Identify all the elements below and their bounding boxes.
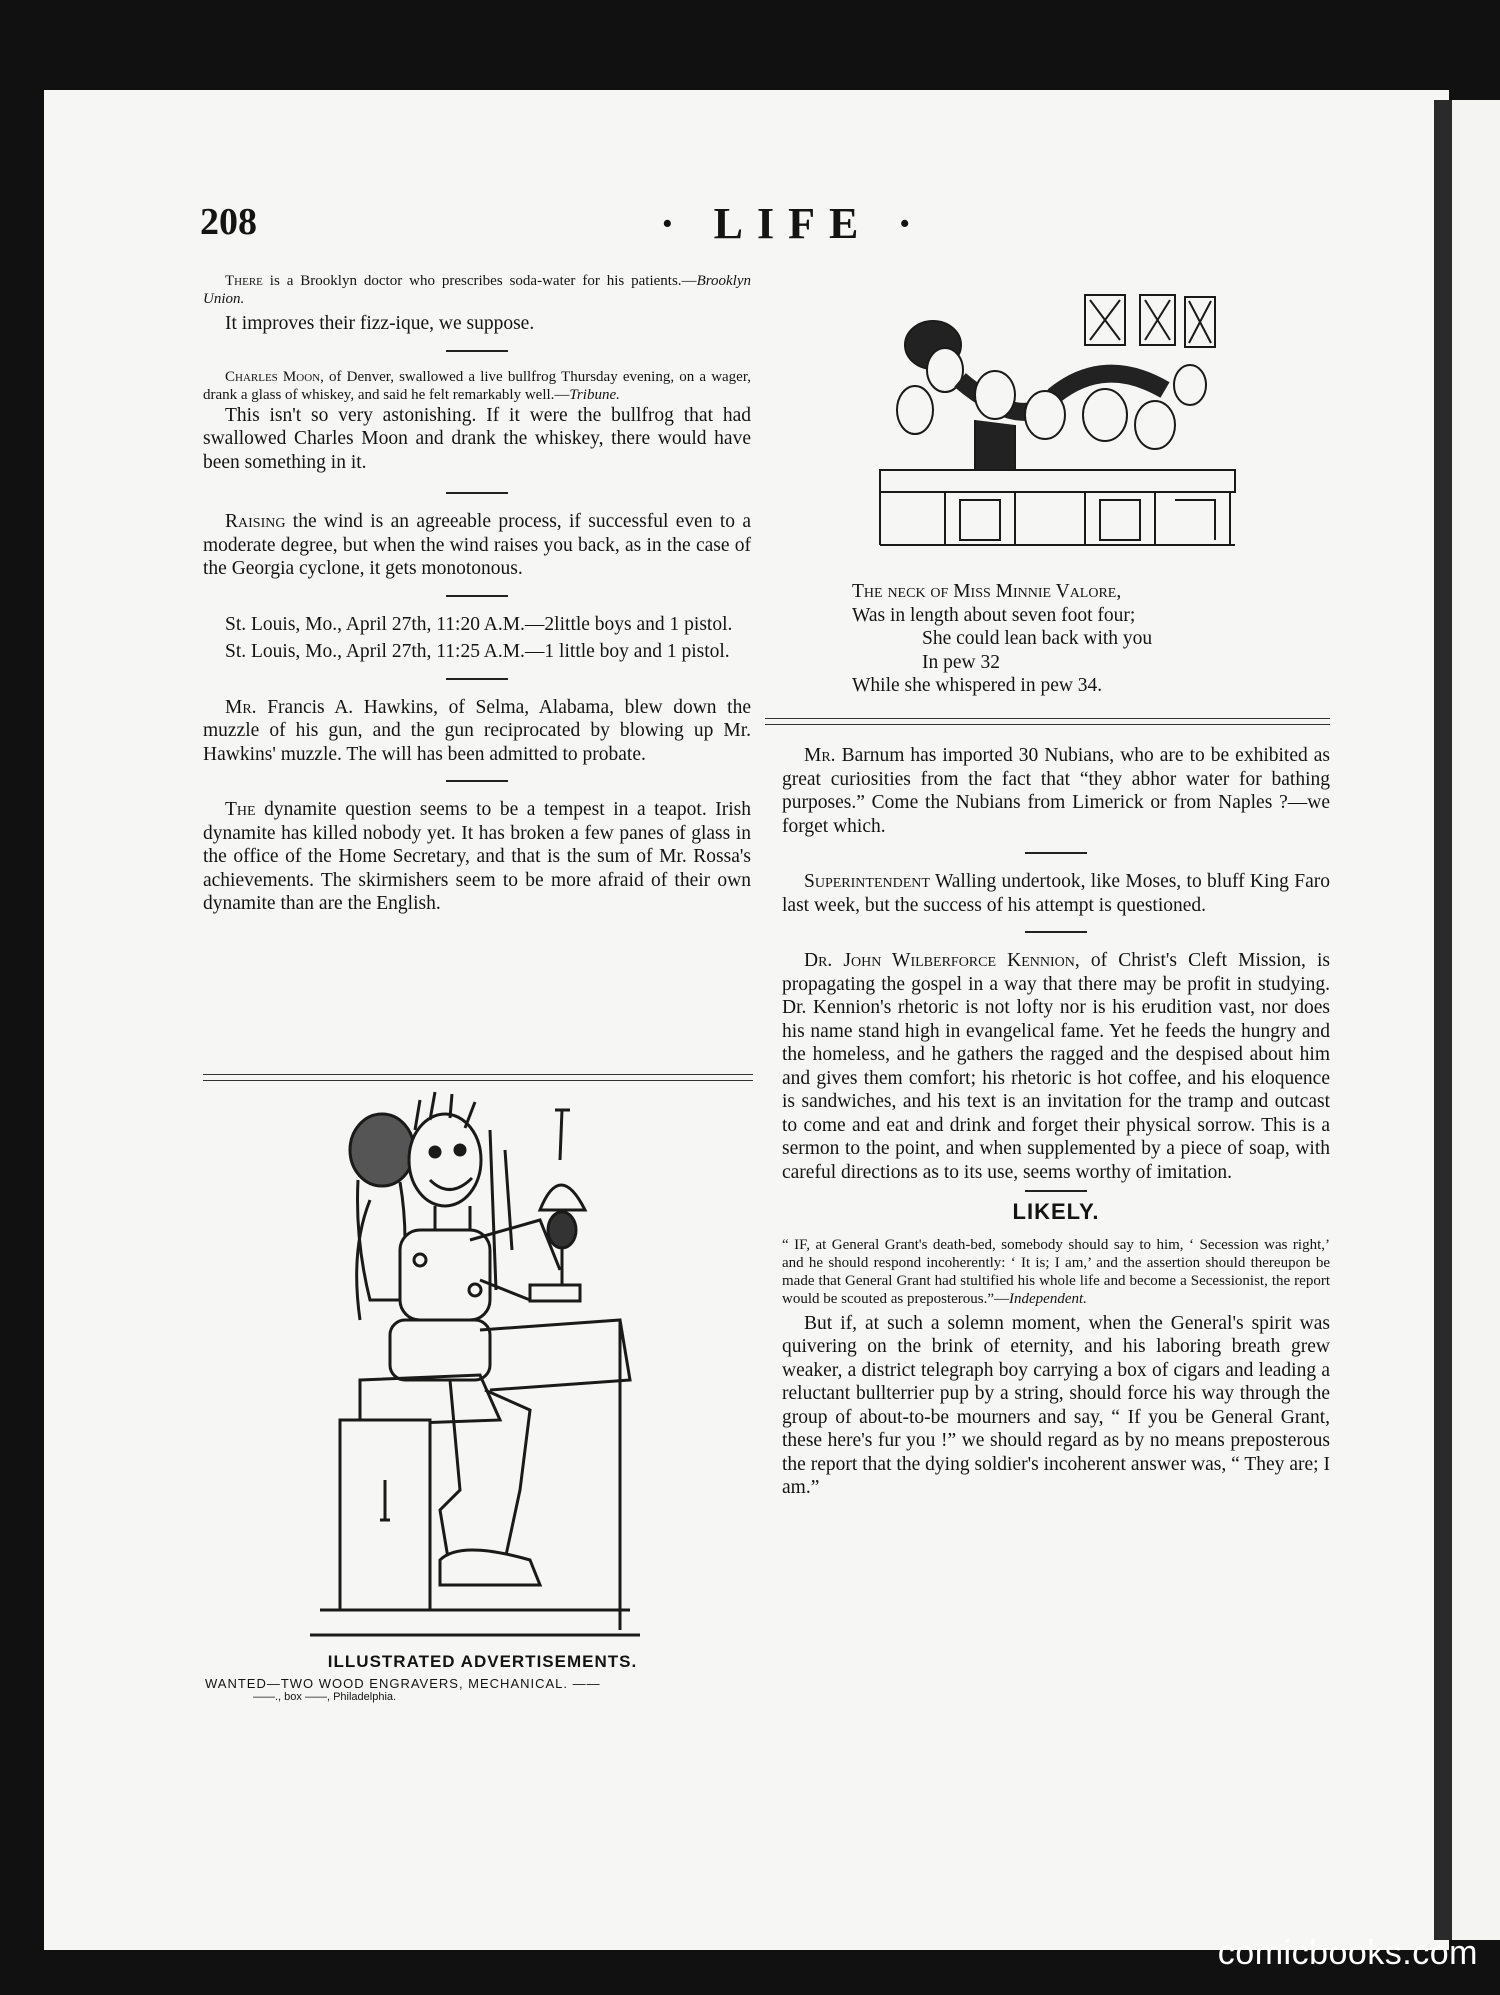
divider: [446, 350, 508, 352]
item-paragraph: Superintendent Walling undertook, like Moses, to bluff King Faro last week, but the success of his attempt is questioned.: [782, 871, 1330, 916]
facing-page-edge: [1452, 100, 1500, 1940]
section-double-rule: [765, 718, 1330, 725]
poem-line: The neck of Miss Minnie Valore,: [852, 581, 1122, 602]
marionette-illustration: [300, 1090, 650, 1640]
ad-line: WANTED—TWO WOOD ENGRAVERS, MECHANICAL. ——: [205, 1676, 601, 1691]
poem-line: Was in length about seven foot four;: [852, 604, 1136, 626]
poem-line: In pew 32: [922, 651, 1000, 673]
left-column: [203, 272, 751, 916]
binding-spine: [1434, 100, 1452, 1940]
ad-title: ILLUSTRATED ADVERTISEMENTS.: [327, 1652, 638, 1671]
divider: [1025, 931, 1087, 933]
section-heading-likely: LIKELY.: [1012, 1199, 1100, 1224]
divider: [446, 595, 508, 597]
divider: [446, 780, 508, 782]
divider: [446, 492, 508, 494]
item-quote: Charles Moon, of Denver, swallowed a live bullfrog Thursday evening, on a wager, drank a glass of whiskey, and said he felt remarkably well.—Tribune.: [203, 368, 751, 403]
theatre-pew-illustration: [875, 275, 1240, 560]
page-number: 208: [200, 201, 257, 243]
poem: [852, 580, 1152, 698]
item-paragraph: Mr. Francis A. Hawkins, of Selma, Alabama, blew down the muzzle of his gun, and the gun reciprocated by blowing up Mr. Hawkins' muzzle. The will has been admitted to probate.: [203, 696, 751, 765]
right-column: [782, 744, 1330, 1500]
section-double-rule: [203, 1074, 753, 1081]
item-comment: It improves their fizz-ique, we suppose.: [225, 313, 535, 334]
ad-subline: ——., box ——, Philadelphia.: [253, 1691, 397, 1703]
item-paragraph: Raising the wind is an agreeable process, if successful even to a moderate degree, but when the wind raises you back, as in the case of the Georgia cyclone, it gets monotonous.: [203, 511, 751, 579]
item-quote: There is a Brooklyn doctor who prescribes soda-water for his patients.—Brooklyn Union.: [203, 273, 751, 307]
watermark: comicbooks.com: [1217, 1934, 1478, 1972]
item-comment: This isn't so very astonishing. If it were the bullfrog that had swallowed Charles Moon and drank the whiskey, there would have been something in it.: [203, 404, 751, 473]
item-paragraph: Mr. Barnum has imported 30 Nubians, who are to be exhibited as great curiosities from the fact that “they abhor water for bathing purposes.” Come the Nubians from Limerick or from Naples ?—we forget which.: [782, 745, 1330, 837]
item-paragraph: The dynamite question seems to be a tempest in a teapot. Irish dynamite has killed nobody yet. It has broken a few panes of glass in the office of the Home Secretary, and that is the sum of Mr. Rossa's achievements. The skirmishers seem to be more afraid of their own dynamite than are the English.: [203, 799, 751, 914]
item-paragraph: Dr. John Wilberforce Kennion, of Christ's Cleft Mission, is propagating the gospel in a way that there may be profit in studying. Dr. Kennion's rhetoric is not lofty nor is his erudition vast, nor does his name stand high in evangelical fame. Yet he feeds the hungry and the homeless, and he gathers the ragged and the despised about him and gives them comfort; his rhetoric is hot coffee, and his eloquence is sandwiches, and his text is an invitation for the tramp and outcast to come and eat and drink and forget their physical sorrow. This is a sermon to the point, and when supplemented by a piece of soap, with careful directions as to its use, seems worthy of imitation.: [782, 950, 1330, 1183]
masthead: · LIFE ·: [660, 199, 927, 248]
divider: [446, 678, 508, 680]
poem-line: While she whispered in pew 34.: [852, 675, 1103, 696]
illustrated-advertisement: [205, 1652, 760, 1703]
item-quote: “ IF, at General Grant's death-bed, somebody should say to him, ‘ Secession was right,’ and he should respond incoherently: ‘ It is; I am,’ and the assertion should thereupon be made that General Grant had stultified his whole life and become a Secessionist, the report would be scouted as preposterous.”—Independent.: [782, 1236, 1330, 1307]
poem-line: She could lean back with you: [922, 628, 1153, 649]
item-paragraph: St. Louis, Mo., April 27th, 11:20 A.M.—2little boys and 1 pistol.: [225, 613, 733, 635]
divider: [1025, 852, 1087, 854]
divider: [1025, 1190, 1087, 1192]
item-paragraph: St. Louis, Mo., April 27th, 11:25 A.M.—1 little boy and 1 pistol.: [225, 641, 730, 662]
item-paragraph: But if, at such a solemn moment, when the General's spirit was quivering on the brink of eternity, and his laboring breath grew weaker, a district telegraph boy carrying a box of cigars and leading a reluctant bullterrier pup by a string, should force his way through the group of about-to-be mourners and say, “ If you be General Grant, these here's fur you !” we should regard as by no means preposterous the report that the dying soldier's incoherent answer was, “ They are; I am.”: [782, 1312, 1330, 1498]
